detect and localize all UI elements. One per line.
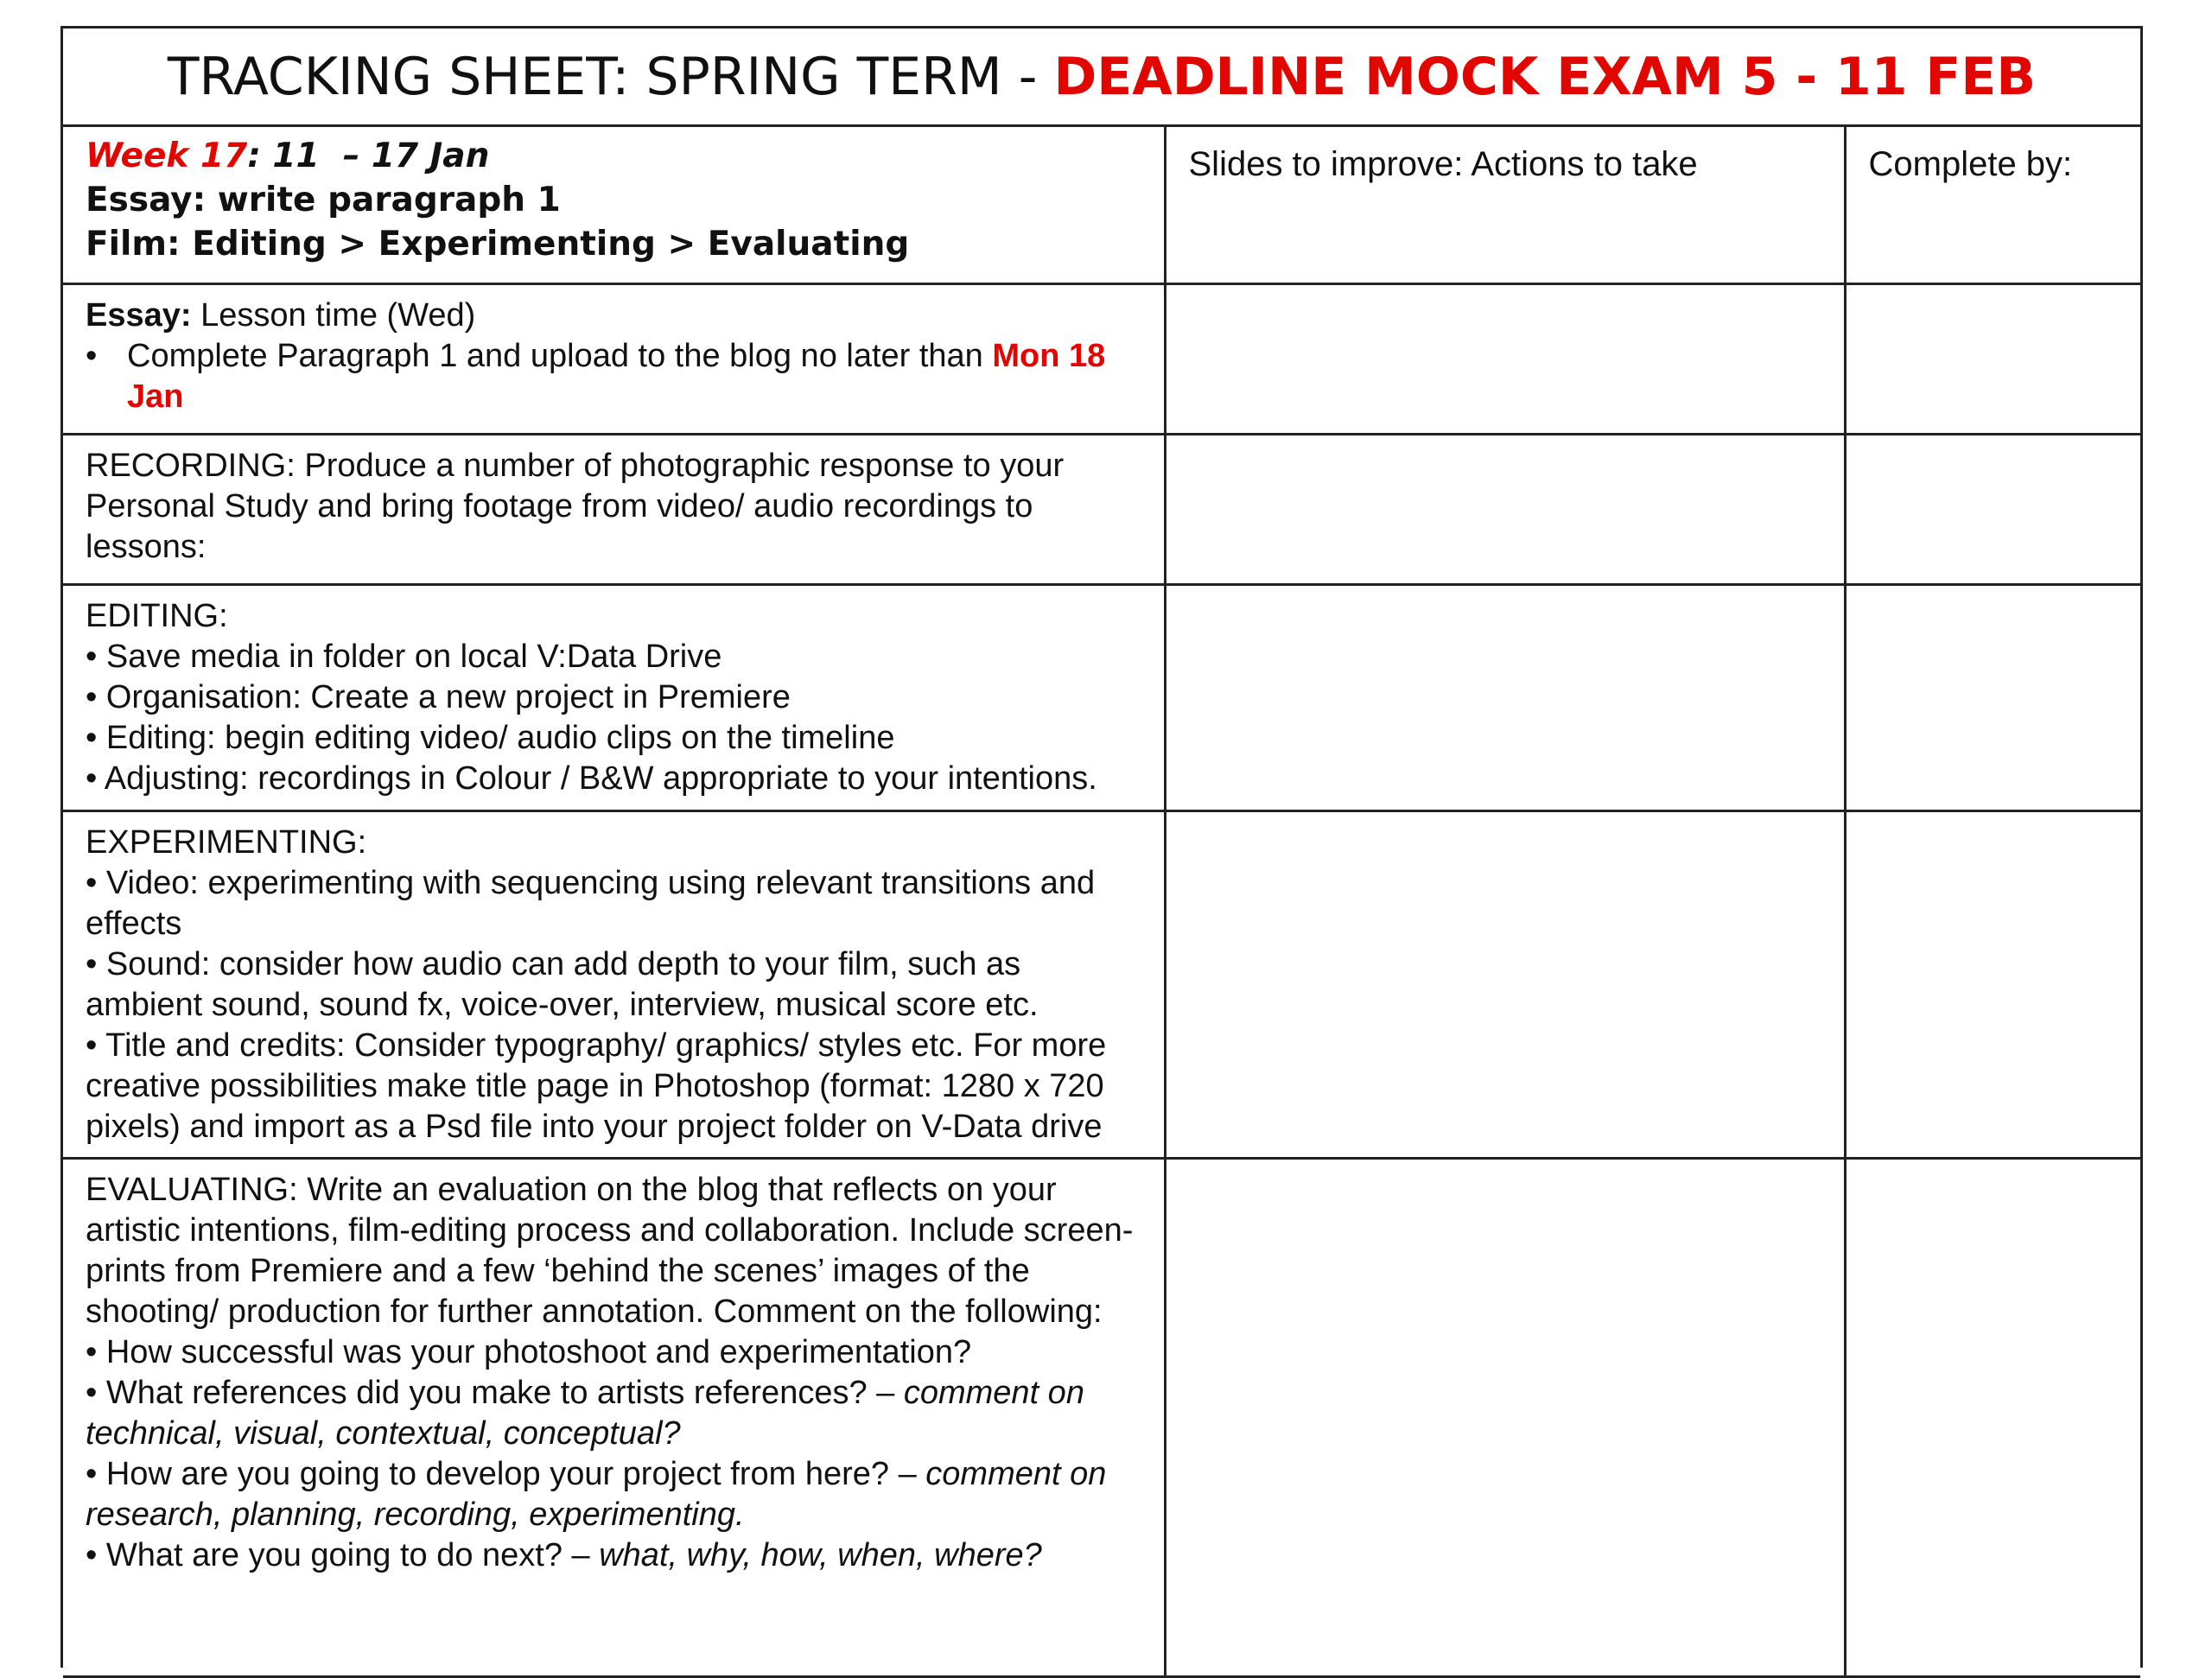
evaluating-cell bbox=[63, 1158, 1165, 1676]
week-heading bbox=[86, 134, 1141, 178]
list-item: • Adjusting: recordings in Colour / B&W appropriate to your intentions. bbox=[86, 760, 1097, 797]
list-item: • Editing: begin editing video/ audio clips on the timeline bbox=[86, 719, 895, 756]
question-prompt: comment on technical, visual, contextual, conceptual? bbox=[86, 1374, 1084, 1452]
essay-actions-cell[interactable] bbox=[1165, 283, 1845, 434]
sheet-title bbox=[63, 29, 2140, 127]
evaluating-row bbox=[63, 1158, 2140, 1676]
film-heading: Film: Editing > Experimenting > Evaluating bbox=[86, 225, 910, 264]
experimenting-cell bbox=[63, 810, 1165, 1158]
list-item bbox=[86, 1373, 1141, 1454]
essay-cell bbox=[63, 283, 1165, 434]
essay-complete-by-cell[interactable] bbox=[1845, 283, 2140, 434]
essay-heading: Essay: write paragraph 1 bbox=[86, 181, 561, 219]
experimenting-heading: EXPERIMENTING: bbox=[86, 823, 367, 861]
list-item: • Save media in folder on local V:Data Drive bbox=[86, 638, 722, 675]
list-item: • Title and credits: Consider typography/ graphics/ styles etc. For more creative possibilities make title page in Photoshop (format: 1280 x 720 pixels) and import as a Psd file into your project folder on V-Data drive bbox=[86, 1027, 1107, 1145]
essay-bullet bbox=[86, 336, 1141, 417]
week-dates: : 11 – 17 Jan bbox=[247, 137, 490, 175]
editing-cell bbox=[63, 584, 1165, 810]
essay-lesson-time: Lesson time (Wed) bbox=[191, 296, 476, 334]
tracking-sheet bbox=[60, 26, 2143, 1668]
bullet-glyph: • bbox=[86, 337, 98, 374]
editing-actions-cell[interactable] bbox=[1165, 584, 1845, 810]
week-label: Week 17 bbox=[86, 137, 248, 175]
list-item: • How successful was your photoshoot and experimentation? bbox=[86, 1333, 972, 1370]
editing-complete-by-cell[interactable] bbox=[1845, 584, 2140, 810]
evaluating-complete-by-cell[interactable] bbox=[1845, 1158, 2140, 1676]
recording-cell: RECORDING: Produce a number of photographic response to your Personal Study and bring footage from video/ audio recordings to lessons: bbox=[63, 434, 1165, 584]
list-item bbox=[86, 1535, 1141, 1576]
essay-row bbox=[63, 283, 2140, 434]
editing-heading: EDITING: bbox=[86, 597, 228, 634]
header-row bbox=[63, 127, 2140, 283]
list-item bbox=[86, 1454, 1141, 1535]
list-item: • Video: experimenting with sequencing using relevant transitions and effects bbox=[86, 864, 1096, 942]
experimenting-complete-by-cell[interactable] bbox=[1845, 810, 2140, 1158]
recording-row bbox=[63, 434, 2140, 584]
experimenting-row bbox=[63, 810, 2140, 1158]
complete-by-column-header: Complete by: bbox=[1845, 127, 2140, 283]
evaluating-actions-cell[interactable] bbox=[1165, 1158, 1845, 1676]
essay-bullet-body bbox=[127, 336, 1141, 417]
recording-actions-cell[interactable] bbox=[1165, 434, 1845, 584]
title-prefix: TRACKING SHEET: SPRING TERM - bbox=[167, 46, 1054, 107]
question-prompt: what, why, how, when, where? bbox=[599, 1536, 1042, 1573]
editing-row bbox=[63, 584, 2140, 810]
list-item: • Organisation: Create a new project in Premiere bbox=[86, 678, 791, 715]
title-deadline: DEADLINE MOCK EXAM 5 - 11 FEB bbox=[1053, 46, 2037, 107]
question-text: • What references did you make to artists references? – bbox=[86, 1374, 904, 1411]
evaluating-intro: EVALUATING: Write an evaluation on the blog that reflects on your artistic intentions, film-editing process and collaboration. Include screen-prints from Premiere and a few ‘behind the scenes’ images of the shooting/ production for further annotation. Comment on the following: bbox=[86, 1171, 1134, 1330]
question-text: • What are you going to do next? – bbox=[86, 1536, 600, 1573]
essay-lesson-line bbox=[86, 296, 1141, 336]
recording-complete-by-cell[interactable] bbox=[1845, 434, 2140, 584]
essay-deadline: Mon 18 Jan bbox=[127, 337, 1106, 415]
experimenting-actions-cell[interactable] bbox=[1165, 810, 1845, 1158]
actions-column-header: Slides to improve: Actions to take bbox=[1165, 127, 1845, 283]
week-cell bbox=[63, 127, 1165, 283]
essay-bullet-text: Complete Paragraph 1 and upload to the blog no later than bbox=[127, 337, 993, 374]
question-prompt: comment on research, planning, recording, experimenting. bbox=[86, 1455, 1107, 1533]
essay-label: Essay: bbox=[86, 296, 192, 334]
question-text: • How are you going to develop your project from here? – bbox=[86, 1455, 926, 1492]
tracking-table bbox=[63, 127, 2140, 1678]
list-item: • Sound: consider how audio can add depth to your film, such as ambient sound, sound fx, voice-over, interview, musical score etc. bbox=[86, 945, 1039, 1023]
